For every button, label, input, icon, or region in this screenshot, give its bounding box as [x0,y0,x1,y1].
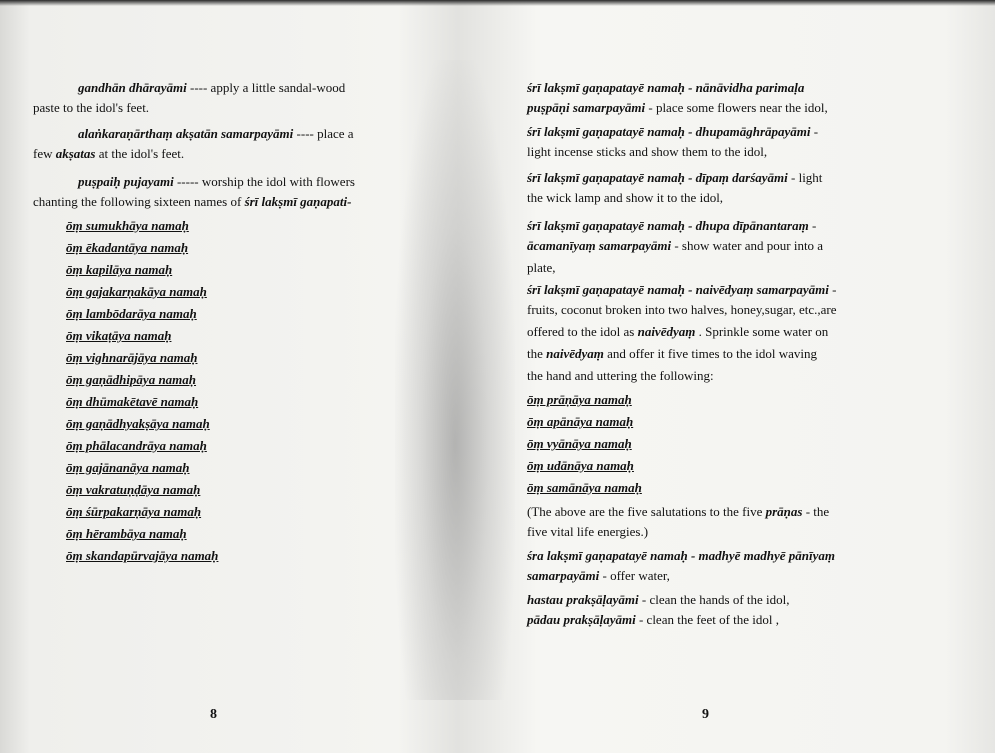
text-run: - clean the hands of the idol, [638,592,790,607]
text-line [66,416,210,432]
text-line [66,262,172,278]
sanskrit-term: puṣpaiḥ pujayami [78,174,174,189]
text-line [527,368,714,384]
text-line [33,146,184,162]
text-line [78,126,354,142]
text-line [66,526,187,542]
sanskrit-term: ōṃ gaṇādhyakṣāya namaḥ [66,416,210,431]
text-line [527,124,818,140]
text-line [527,282,837,298]
sanskrit-term: ōṃ kapilāya namaḥ [66,262,173,277]
sanskrit-term: akṣatas [55,146,96,161]
text-line [527,170,822,186]
sanskrit-term: ōṃ gaṇādhipāya namaḥ [66,372,197,387]
text-run: fruits, coconut broken into two halves, honey,sugar, etc.,are [527,302,837,317]
sanskrit-term: śrī lakṣmī gaṇapati- [244,194,352,209]
sanskrit-term: śrī lakṣmī gaṇapatayē namaḥ - nānāvidha parimaḷa [527,80,805,95]
text-line [33,100,149,116]
text-line [527,592,790,608]
sanskrit-term: ōṃ hērambāya namaḥ [66,526,187,541]
text-run: - [828,282,837,297]
text-line [527,414,633,430]
left-page [0,0,470,753]
text-line [527,100,828,116]
sanskrit-term: pādau prakṣāḷayāmi [527,612,636,627]
text-run: and offer it five times to the idol waving [603,346,818,361]
sanskrit-term: ōṃ ēkadantāya namaḥ [66,240,189,255]
left-page-number: 8 [210,707,217,722]
right-page [510,0,995,753]
text-line [66,482,200,498]
text-run: ---- place a [293,126,354,141]
sanskrit-term: ōṃ dhūmakētavē namaḥ [66,394,199,409]
text-run: - [810,124,819,139]
sanskrit-term: samarpayāmi [527,568,600,583]
text-line [527,346,817,362]
sanskrit-term: naivēdyaṃ [546,346,604,361]
sanskrit-term: ōṃ gajakarṇakāya namaḥ [66,284,207,299]
text-line [527,612,779,628]
text-line [66,328,171,344]
text-run: five vital life energies.) [527,524,649,539]
sanskrit-term: ōṃ vakratuṇḍāya namaḥ [66,482,201,497]
text-run: ----- worship the idol with flowers [173,174,355,189]
text-line [66,372,196,388]
text-run: - offer water, [599,568,670,583]
text-line [66,284,207,300]
text-run: offered to the idol as [527,324,638,339]
sanskrit-term: ōṃ vikaṭāya namaḥ [66,328,172,343]
text-run: (The above are the five salutations to the five [527,504,766,519]
text-line [527,458,634,474]
sanskrit-term: puṣpāṇi samarpayāmi [527,100,646,115]
text-line [527,548,835,564]
sanskrit-term: śrī lakṣmī gaṇapatayē namaḥ - dhupamāghrāpayāmi [527,124,811,139]
text-line [527,190,723,206]
text-line [527,260,556,276]
sanskrit-term: ōṃ skandapūrvajāya namaḥ [66,548,219,563]
text-line [66,438,207,454]
text-run: - place some flowers near the idol, [645,100,828,115]
text-run: the hand and uttering the following: [527,368,714,383]
sanskrit-term: ōṃ phālacandrāya namaḥ [66,438,207,453]
sanskrit-term: ōṃ gajānanāya namaḥ [66,460,190,475]
sanskrit-term: ōṃ udānāya namaḥ [527,458,634,473]
text-line [527,324,828,340]
sanskrit-term: ōṃ vighnarājāya namaḥ [66,350,198,365]
text-line [66,306,197,322]
text-line [527,504,829,520]
sanskrit-term: ōṃ lambōdarāya namaḥ [66,306,197,321]
text-line [527,238,823,254]
text-run: ---- apply a little sandal-wood [186,80,346,95]
sanskrit-term: śrī lakṣmī gaṇapatayē namaḥ - naivēdyaṃ samarpayāmi [527,282,829,297]
text-line [66,240,188,256]
sanskrit-term: naivēdyaṃ [637,324,696,339]
right-page-number: 9 [702,707,709,722]
text-line [66,218,189,234]
text-line [527,480,642,496]
text-line [527,436,632,452]
text-line [527,524,648,540]
text-line [66,548,218,564]
text-run: - show water and pour into a [671,238,824,253]
text-line [66,504,201,520]
text-run: light incense sticks and show them to the idol, [527,144,768,159]
text-line [527,218,816,234]
sanskrit-term: ōṃ apānāya namaḥ [527,414,634,429]
text-run: - light [787,170,823,185]
sanskrit-term: ōṃ śūrpakarṇāya namaḥ [66,504,202,519]
text-line [66,394,198,410]
sanskrit-term: śra lakṣmī gaṇapatayē namaḥ - madhyē madhyē pānīyaṃ [527,548,836,563]
text-run: - the [802,504,830,519]
text-line [527,302,836,318]
text-run: chanting the following sixteen names of [33,194,245,209]
text-line [78,174,355,190]
sanskrit-term: gandhān dhārayāmi [78,80,187,95]
sanskrit-term: ācamanīyaṃ samarpayāmi [527,238,672,253]
sanskrit-term: alaṅkaraṇārthaṃ akṣatān samarpayāmi [78,126,294,141]
text-run: the wick lamp and show it to the idol, [527,190,724,205]
sanskrit-term: ōṃ vyānāya namaḥ [527,436,632,451]
text-run: plate, [527,260,556,275]
text-line [527,392,632,408]
text-line [66,350,197,366]
sanskrit-term: ōṃ samānāya namaḥ [527,480,642,495]
sanskrit-term: prāṇas [765,504,803,519]
text-line [33,194,351,210]
text-run: few [33,146,56,161]
text-line [78,80,345,96]
text-run: . Sprinkle some water on [695,324,829,339]
sanskrit-term: śrī lakṣmī gaṇapatayē namaḥ - dīpaṃ darśayāmi [527,170,788,185]
sanskrit-term: ōṃ sumukhāya namaḥ [66,218,189,233]
sanskrit-term: ōṃ prāṇāya namaḥ [527,392,632,407]
text-run: - [808,218,817,233]
text-run: - clean the feet of the idol , [635,612,780,627]
sanskrit-term: hastau prakṣāḷayāmi [527,592,639,607]
text-line [527,80,804,96]
text-line [527,568,670,584]
text-run: at the idol's feet. [95,146,185,161]
sanskrit-term: śrī lakṣmī gaṇapatayē namaḥ - dhupa dīpānantaraṃ [527,218,809,233]
text-line [527,144,767,160]
text-run: the [527,346,547,361]
text-line [66,460,190,476]
text-run: paste to the idol's feet. [33,100,150,115]
